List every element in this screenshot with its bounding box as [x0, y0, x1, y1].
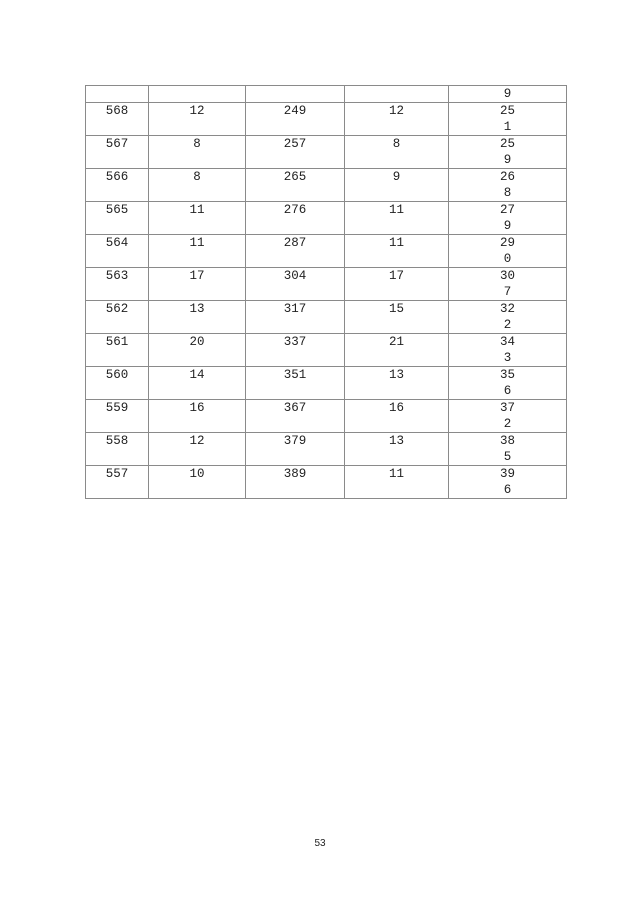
table-cell: 562	[86, 301, 149, 334]
table-row	[86, 367, 567, 400]
table-cell: 13	[345, 433, 449, 466]
table-cell: 287	[246, 235, 345, 268]
table-cell: 563	[86, 268, 149, 301]
table-row	[86, 400, 567, 433]
table-cell: 11	[345, 202, 449, 235]
table-cell	[345, 86, 449, 103]
table-cell: 27 9	[449, 202, 567, 235]
table-cell: 12	[149, 433, 246, 466]
table-cell	[149, 86, 246, 103]
table-cell: 11	[149, 202, 246, 235]
table-cell: 265	[246, 169, 345, 202]
table-cell: 558	[86, 433, 149, 466]
table-cell	[86, 86, 149, 103]
table-row	[86, 103, 567, 136]
table-cell: 11	[149, 235, 246, 268]
table-cell: 379	[246, 433, 345, 466]
table-cell: 32 2	[449, 301, 567, 334]
table-row	[86, 334, 567, 367]
table-cell: 249	[246, 103, 345, 136]
table-row	[86, 268, 567, 301]
table-cell: 29 0	[449, 235, 567, 268]
table-cell: 30 7	[449, 268, 567, 301]
table-row	[86, 235, 567, 268]
table-cell: 20	[149, 334, 246, 367]
table-cell: 568	[86, 103, 149, 136]
table-cell: 317	[246, 301, 345, 334]
table-cell: 13	[149, 301, 246, 334]
table-row	[86, 169, 567, 202]
table-cell: 304	[246, 268, 345, 301]
table-body	[86, 86, 567, 499]
table-cell: 15	[345, 301, 449, 334]
table-cell: 16	[345, 400, 449, 433]
table-cell: 351	[246, 367, 345, 400]
table-cell: 12	[149, 103, 246, 136]
table-cell: 38 5	[449, 433, 567, 466]
table-cell: 561	[86, 334, 149, 367]
table-cell: 389	[246, 466, 345, 499]
data-table	[85, 85, 567, 499]
table-cell: 557	[86, 466, 149, 499]
table-cell: 17	[345, 268, 449, 301]
table-row	[86, 86, 567, 103]
table-cell: 37 2	[449, 400, 567, 433]
table-cell: 16	[149, 400, 246, 433]
table-cell: 560	[86, 367, 149, 400]
table-cell: 8	[345, 136, 449, 169]
table-row	[86, 202, 567, 235]
page-number: 53	[314, 838, 326, 849]
table-cell	[246, 86, 345, 103]
table-row	[86, 466, 567, 499]
table-cell: 34 3	[449, 334, 567, 367]
table-cell: 8	[149, 169, 246, 202]
table-cell: 13	[345, 367, 449, 400]
table-row	[86, 301, 567, 334]
table-cell: 337	[246, 334, 345, 367]
table-cell: 12	[345, 103, 449, 136]
table-cell: 566	[86, 169, 149, 202]
table-cell: 11	[345, 235, 449, 268]
table-cell: 367	[246, 400, 345, 433]
table-cell: 25 1	[449, 103, 567, 136]
table-row	[86, 136, 567, 169]
table-cell: 10	[149, 466, 246, 499]
table-cell: 276	[246, 202, 345, 235]
table-cell: 11	[345, 466, 449, 499]
table-cell: 559	[86, 400, 149, 433]
table-cell: 25 9	[449, 136, 567, 169]
table-cell: 26 8	[449, 169, 567, 202]
table-cell: 564	[86, 235, 149, 268]
table-cell: 35 6	[449, 367, 567, 400]
table-cell: 21	[345, 334, 449, 367]
table-cell: 567	[86, 136, 149, 169]
table-cell: 8	[149, 136, 246, 169]
table-cell: 14	[149, 367, 246, 400]
table-row	[86, 433, 567, 466]
table-cell: 17	[149, 268, 246, 301]
table-cell: 9	[345, 169, 449, 202]
table-cell: 9	[449, 86, 567, 103]
table-cell: 565	[86, 202, 149, 235]
table-cell: 257	[246, 136, 345, 169]
table-cell: 39 6	[449, 466, 567, 499]
